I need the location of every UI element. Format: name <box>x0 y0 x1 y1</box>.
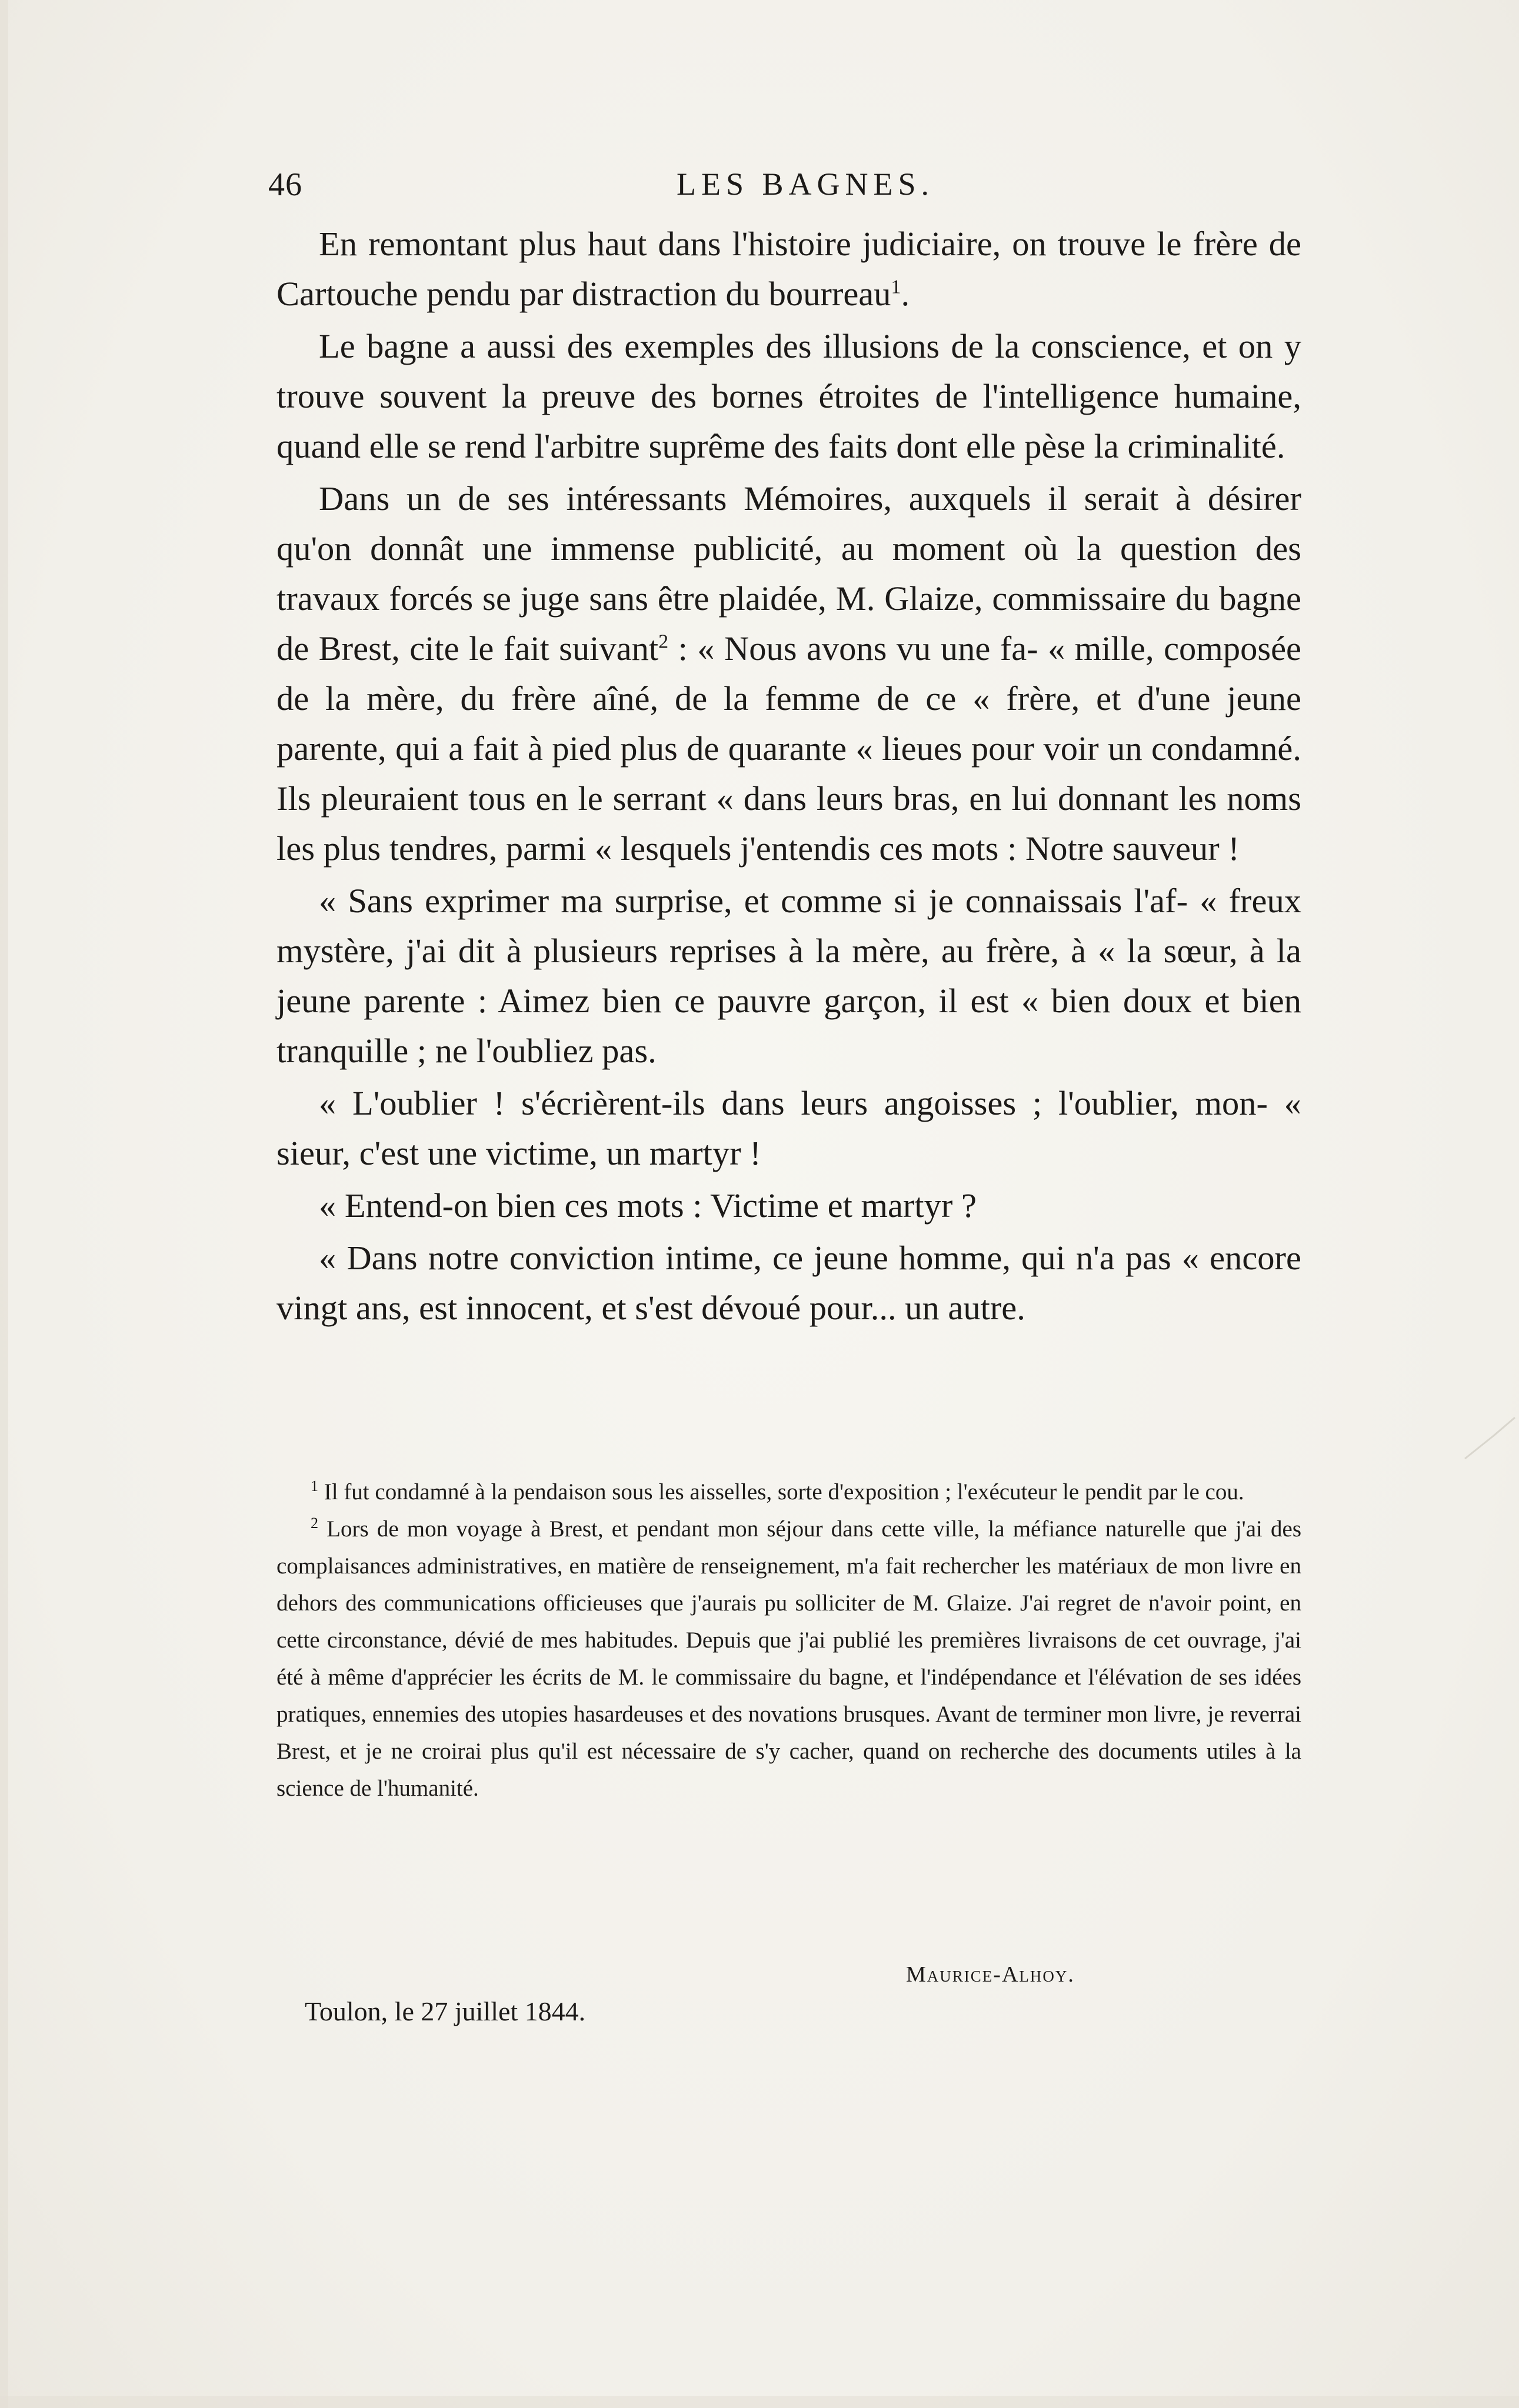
paragraph-1 <box>277 219 1301 319</box>
edge-shadow-bottom <box>0 2396 1519 2408</box>
page-number: 46 <box>268 166 302 203</box>
footnote-1-mark: 1 <box>311 1478 318 1495</box>
footnote-2 <box>277 1510 1301 1807</box>
running-title: LES BAGNES. <box>677 166 935 202</box>
paragraph-1-text: En remontant plus haut dans l'histoire judiciaire, on trouve le frère de Cartouche pendu par distraction du bourreau <box>277 225 1301 313</box>
dateline: Toulon, le 27 juillet 1844. <box>305 1996 586 2026</box>
footnote-ref-1: 1 <box>891 276 901 298</box>
fold-mark <box>1465 1418 1515 1459</box>
page-header <box>268 166 1298 213</box>
edge-shadow-left <box>0 0 8 2408</box>
footnote-1-text: Il fut condamné à la pendaison sous les aisselles, sorte d'exposition ; l'exécuteur le pendit par le cou. <box>318 1479 1244 1505</box>
main-text <box>277 219 1301 1333</box>
footnotes <box>277 1473 1301 1807</box>
paragraph-7: « Dans notre conviction intime, ce jeune homme, qui n'a pas « encore vingt ans, est innocent, et s'est dévoué pour... un autre. <box>277 1239 1301 1327</box>
paragraph-1-end: . <box>901 275 910 313</box>
paragraph-3 <box>277 473 1301 873</box>
paragraph-3-quote: : « Nous avons vu une fa- « mille, composée de la mère, du frère aîné, de la femme de ce « frère, et d'une jeune parente, qui a fait à pied plus de quarante « lieues pour voir un condamné. Ils pleuraient tous en le serrant « dans leurs bras, en lui donnant les noms les plus tendres, parmi « lesquels j'entendis ces mots : Notre sauveur ! <box>277 629 1302 868</box>
author-signature: Maurice-Alhoy. <box>906 1962 1075 1987</box>
paragraph-2: Le bagne a aussi des exemples des illusions de la conscience, et on y trouve souvent la preuve des bornes étroites de l'intelligence humaine, quand elle se rend l'arbitre suprême des faits dont elle pèse la criminalité. <box>277 327 1301 465</box>
paragraph-3-text: Dans un de ses intéressants Mémoires, auxquels il serait à désirer qu'on donnât une immense publicité, au moment où la question des travaux forcés se juge sans être plaidée, M. Glaize, commissaire du bagne de Brest, cite le fait suivant <box>277 479 1301 668</box>
footnote-2-mark: 2 <box>311 1515 318 1532</box>
footnote-ref-2: 2 <box>658 631 669 653</box>
paragraph-5: « L'oublier ! s'écrièrent-ils dans leurs angoisses ; l'oublier, mon- « sieur, c'est une victime, un martyr ! <box>277 1084 1301 1172</box>
paragraph-6: « Entend-on bien ces mots : Victime et martyr ? <box>319 1186 977 1225</box>
footnote-1 <box>277 1473 1301 1510</box>
footnote-2-text: Lors de mon voyage à Brest, et pendant mon séjour dans cette ville, la méfiance naturelle que j'ai des complaisances administratives, en matière de renseignement, m'a fait rechercher les matériaux de mon livre en dehors des communications officieuses que j'aurais pu solliciter de M. Glaize. J'ai regret de n'avoir point, en cette circonstance, dévié de mes habitudes. Depuis que j'ai publié les premières livraisons de cet ouvrage, j'ai été à même d'apprécier les écrits de M. le commissaire du bagne, et l'indépendance et l'élévation de ses idées pratiques, ennemies des utopies hasardeuses et des novations brusques. Avant de terminer mon livre, je reverrai Brest, et je ne croirai plus qu'il est nécessaire de s'y cacher, quand on recherche des documents utiles à la science de l'humanité. <box>277 1516 1301 1801</box>
paragraph-4: « Sans exprimer ma surprise, et comme si je connaissais l'af- « freux mystère, j'ai dit à plusieurs reprises à la mère, au frère, à « la sœur, à la jeune parente : Aimez bien ce pauvre garçon, il est « bien doux et bien tranquille ; ne l'oubliez pas. <box>277 882 1301 1070</box>
